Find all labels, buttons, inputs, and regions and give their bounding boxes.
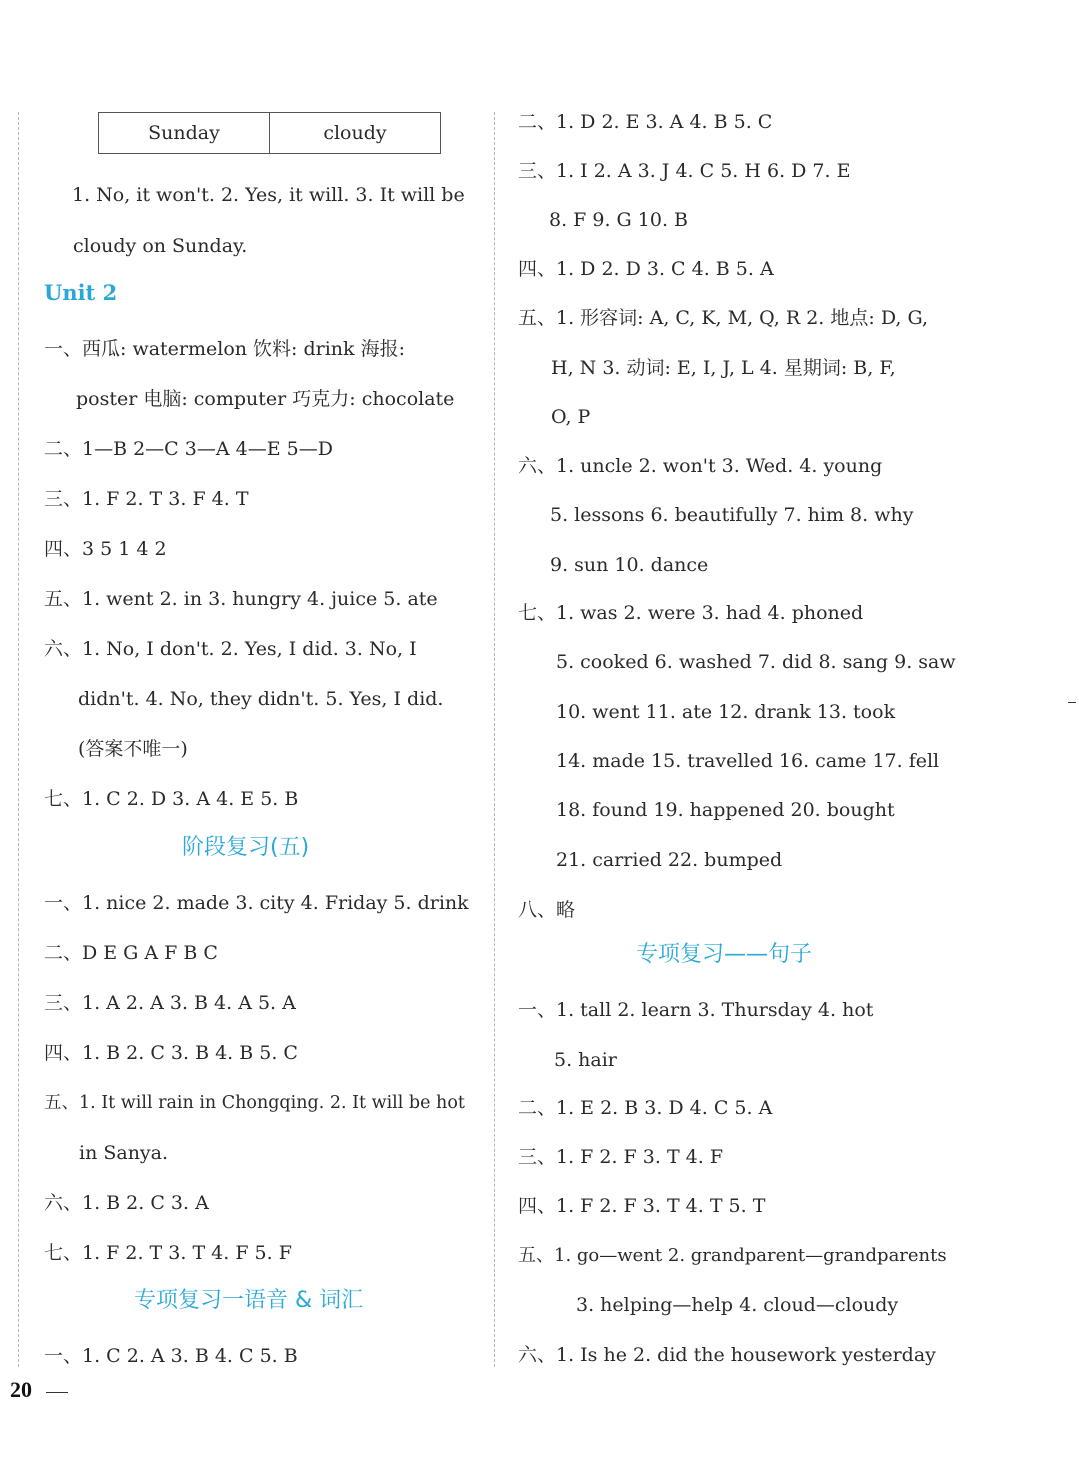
answer-line: 5. lessons 6. beautifully 7. him 8. why — [550, 504, 914, 526]
answer-line: 五、1. 形容词: A, C, K, M, Q, R 2. 地点: D, G, — [518, 307, 928, 329]
answer-line: cloudy on Sunday. — [73, 235, 248, 257]
answer-line: 三、1. I 2. A 3. J 4. C 5. H 6. D 7. E — [518, 160, 851, 182]
answer-line: 六、1. Is he 2. did the housework yesterday — [518, 1344, 936, 1366]
answer-line: 二、1. D 2. E 3. A 4. B 5. C — [518, 111, 773, 133]
answer-line: 5. cooked 6. washed 7. did 8. sang 9. saw — [556, 651, 956, 673]
answer-line: 18. found 19. happened 20. bought — [556, 799, 895, 821]
answer-line: 四、3 5 1 4 2 — [44, 538, 167, 560]
answer-line: 三、1. F 2. T 3. F 4. T — [44, 488, 249, 510]
answer-line: 二、D E G A F B C — [44, 942, 218, 964]
answer-line: didn't. 4. No, they didn't. 5. Yes, I did. — [78, 688, 444, 710]
answer-line: 一、1. C 2. A 3. B 4. C 5. B — [44, 1345, 298, 1367]
section-heading: 专项复习一语音 & 词汇 — [134, 1288, 364, 1313]
answer-line: 21. carried 22. bumped — [556, 849, 783, 871]
section-heading: 阶段复习(五) — [182, 835, 310, 860]
answer-line: 四、1. F 2. F 3. T 4. T 5. T — [518, 1195, 766, 1217]
answer-line: 五、1. It will rain in Chongqing. 2. It will be hot — [44, 1093, 465, 1113]
page-number-dash — [46, 1392, 68, 1393]
answer-line: O, P — [551, 406, 591, 428]
answer-line: in Sanya. — [79, 1142, 169, 1164]
answer-note: (答案不唯一) — [78, 738, 188, 760]
answer-line: 六、1. uncle 2. won't 3. Wed. 4. young — [518, 455, 883, 477]
section-heading: 专项复习——句子 — [636, 942, 813, 967]
unit-heading: Unit 2 — [44, 280, 118, 305]
answer-line: 8. F 9. G 10. B — [549, 209, 688, 231]
answer-line: 五、1. go—went 2. grandparent—grandparents — [518, 1245, 947, 1266]
answer-line: 六、1. No, I don't. 2. Yes, I did. 3. No, I — [44, 638, 417, 660]
answer-line: 一、1. tall 2. learn 3. Thursday 4. hot — [518, 999, 874, 1021]
answer-line: 二、1. E 2. B 3. D 4. C 5. A — [518, 1097, 773, 1119]
answer-line: 三、1. A 2. A 3. B 4. A 5. A — [44, 992, 296, 1014]
weather-table-day: Sunday — [99, 113, 270, 154]
page-number: 20 — [10, 1377, 32, 1402]
answer-line: 五、1. went 2. in 3. hungry 4. juice 5. ate — [44, 588, 438, 610]
answer-line: 七、1. was 2. were 3. had 4. phoned — [518, 602, 864, 624]
answer-line: 5. hair — [554, 1049, 617, 1071]
weather-table — [98, 112, 441, 154]
answer-line: 一、1. nice 2. made 3. city 4. Friday 5. drink — [44, 892, 469, 914]
answer-line: 七、1. F 2. T 3. T 4. F 5. F — [44, 1242, 292, 1264]
answer-line: 三、1. F 2. F 3. T 4. F — [518, 1146, 724, 1168]
answer-line: poster 电脑: computer 巧克力: chocolate — [76, 388, 455, 410]
answer-line: 一、西瓜: watermelon 饮料: drink 海报: — [44, 338, 406, 360]
answer-line: 八、略 — [518, 899, 576, 921]
answer-line: 四、1. B 2. C 3. B 4. B 5. C — [44, 1042, 298, 1064]
margin-tick-mark — [1068, 702, 1076, 703]
answer-line: 14. made 15. travelled 16. came 17. fell — [556, 750, 940, 772]
answer-line: 四、1. D 2. D 3. C 4. B 5. A — [518, 258, 774, 280]
answer-line: 1. No, it won't. 2. Yes, it will. 3. It will be — [72, 184, 465, 206]
left-margin-dashed-line — [18, 112, 19, 1367]
weather-table-weather: cloudy — [270, 113, 441, 154]
answer-line: 六、1. B 2. C 3. A — [44, 1192, 209, 1214]
column-divider-dashed-line — [494, 112, 495, 1367]
answer-line: H, N 3. 动词: E, I, J, L 4. 星期词: B, F, — [551, 357, 896, 379]
answer-line: 七、1. C 2. D 3. A 4. E 5. B — [44, 788, 299, 810]
answer-line: 3. helping—help 4. cloud—cloudy — [576, 1294, 899, 1316]
answer-line: 10. went 11. ate 12. drank 13. took — [556, 701, 896, 723]
answer-line: 9. sun 10. dance — [550, 554, 709, 576]
answer-line: 二、1—B 2—C 3—A 4—E 5—D — [44, 438, 333, 460]
